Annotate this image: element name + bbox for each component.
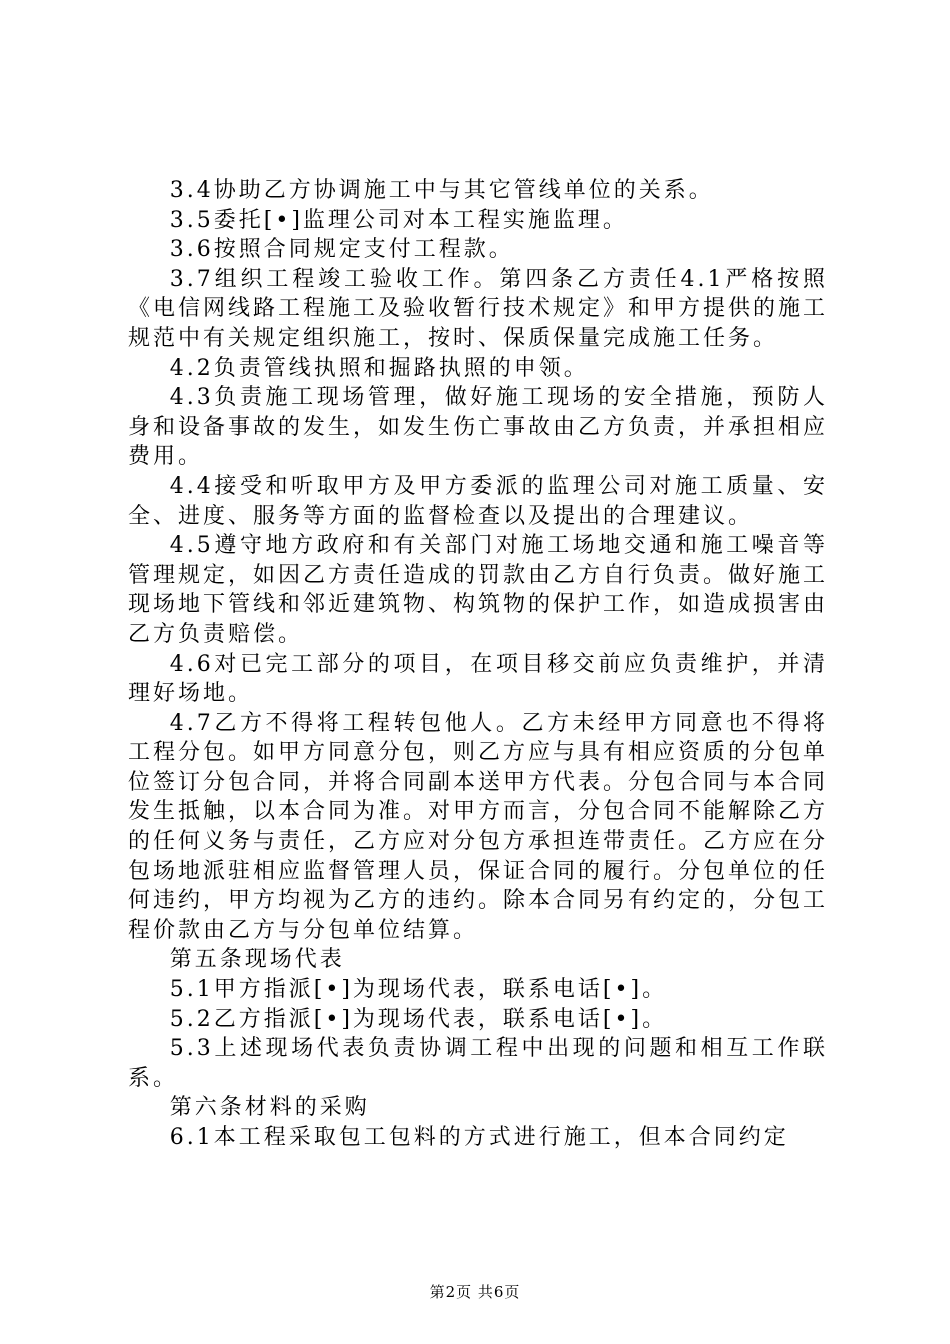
paragraph-4-3: 4.3负责施工现场管理，做好施工现场的安全措施，预防人身和设备事故的发生，如发生伤亡事故由乙方负责，并承担相应费用。 (128, 385, 829, 470)
page-number-footer: 第2页 共6页 (429, 1283, 521, 1301)
paragraph-3-7: 3.7组织工程竣工验收工作。第四条乙方责任4.1严格按照《电信网线路工程施工及验收暂行技术规定》和甲方提供的施工规范中有关规定组织施工，按时、保质保量完成施工任务。 (128, 266, 829, 351)
paragraph-4-6: 4.6对已完工部分的项目，在项目移交前应负责维护，并清理好场地。 (128, 651, 828, 707)
paragraph-3-5: 3.5委托[•]监理公司对本工程实施监理。 (169, 207, 628, 233)
paragraph-4-5: 4.5遵守地方政府和有关部门对施工场地交通和施工噪音等管理规定，如因乙方责任造成的罚款由乙方自行负责。做好施工现场地下管线和邻近建筑物、构筑物的保护工作，如造成损害由乙方负责赔偿。 (128, 533, 829, 647)
paragraph-5-1: 5.1甲方指派[•]为现场代表，联系电话[•]。 (169, 977, 668, 1003)
paragraph-4-4: 4.4接受和听取甲方及甲方委派的监理公司对施工质量、安全、进度、服务等方面的监督检查以及提出的合理建议。 (128, 473, 828, 529)
paragraph-5-3: 5.3上述现场代表负责协调工程中出现的问题和相互工作联系。 (128, 1036, 828, 1091)
section-5-heading: 第五条现场代表 (169, 947, 345, 973)
section-6-heading: 第六条材料的采购 (169, 1095, 370, 1121)
contract-body (128, 176, 828, 1153)
paragraph-6-1: 6.1本工程采取包工包料的方式进行施工，但本合同约定 (169, 1125, 789, 1150)
paragraph-4-7: 4.7乙方不得将工程转包他人。乙方未经甲方同意也不得将工程分包。如甲方同意分包，则乙方应与具有相应资质的分包单位签订分包合同，并将合同副本送甲方代表。分包合同与本合同发生抵触，以本合同为准。对甲方而言，分包合同不能解除乙方的任何义务与责任，乙方应对分包方承担连带责任。乙方应在分包场地派驻相应监督管理人员，保证合同的履行。分包单位的任何违约，甲方均视为乙方的违约。除本合同另有约定的，分包工程价款由乙方与分包单位结算。 (128, 710, 829, 943)
paragraph-3-6: 3.6按照合同规定支付工程款。 (169, 237, 514, 263)
paragraph-5-2: 5.2乙方指派[•]为现场代表，联系电话[•]。 (169, 1006, 668, 1032)
paragraph-4-2: 4.2负责管线执照和掘路执照的申领。 (169, 355, 589, 381)
paragraph-3-4: 3.4协助乙方协调施工中与其它管线单位的关系。 (169, 178, 714, 203)
